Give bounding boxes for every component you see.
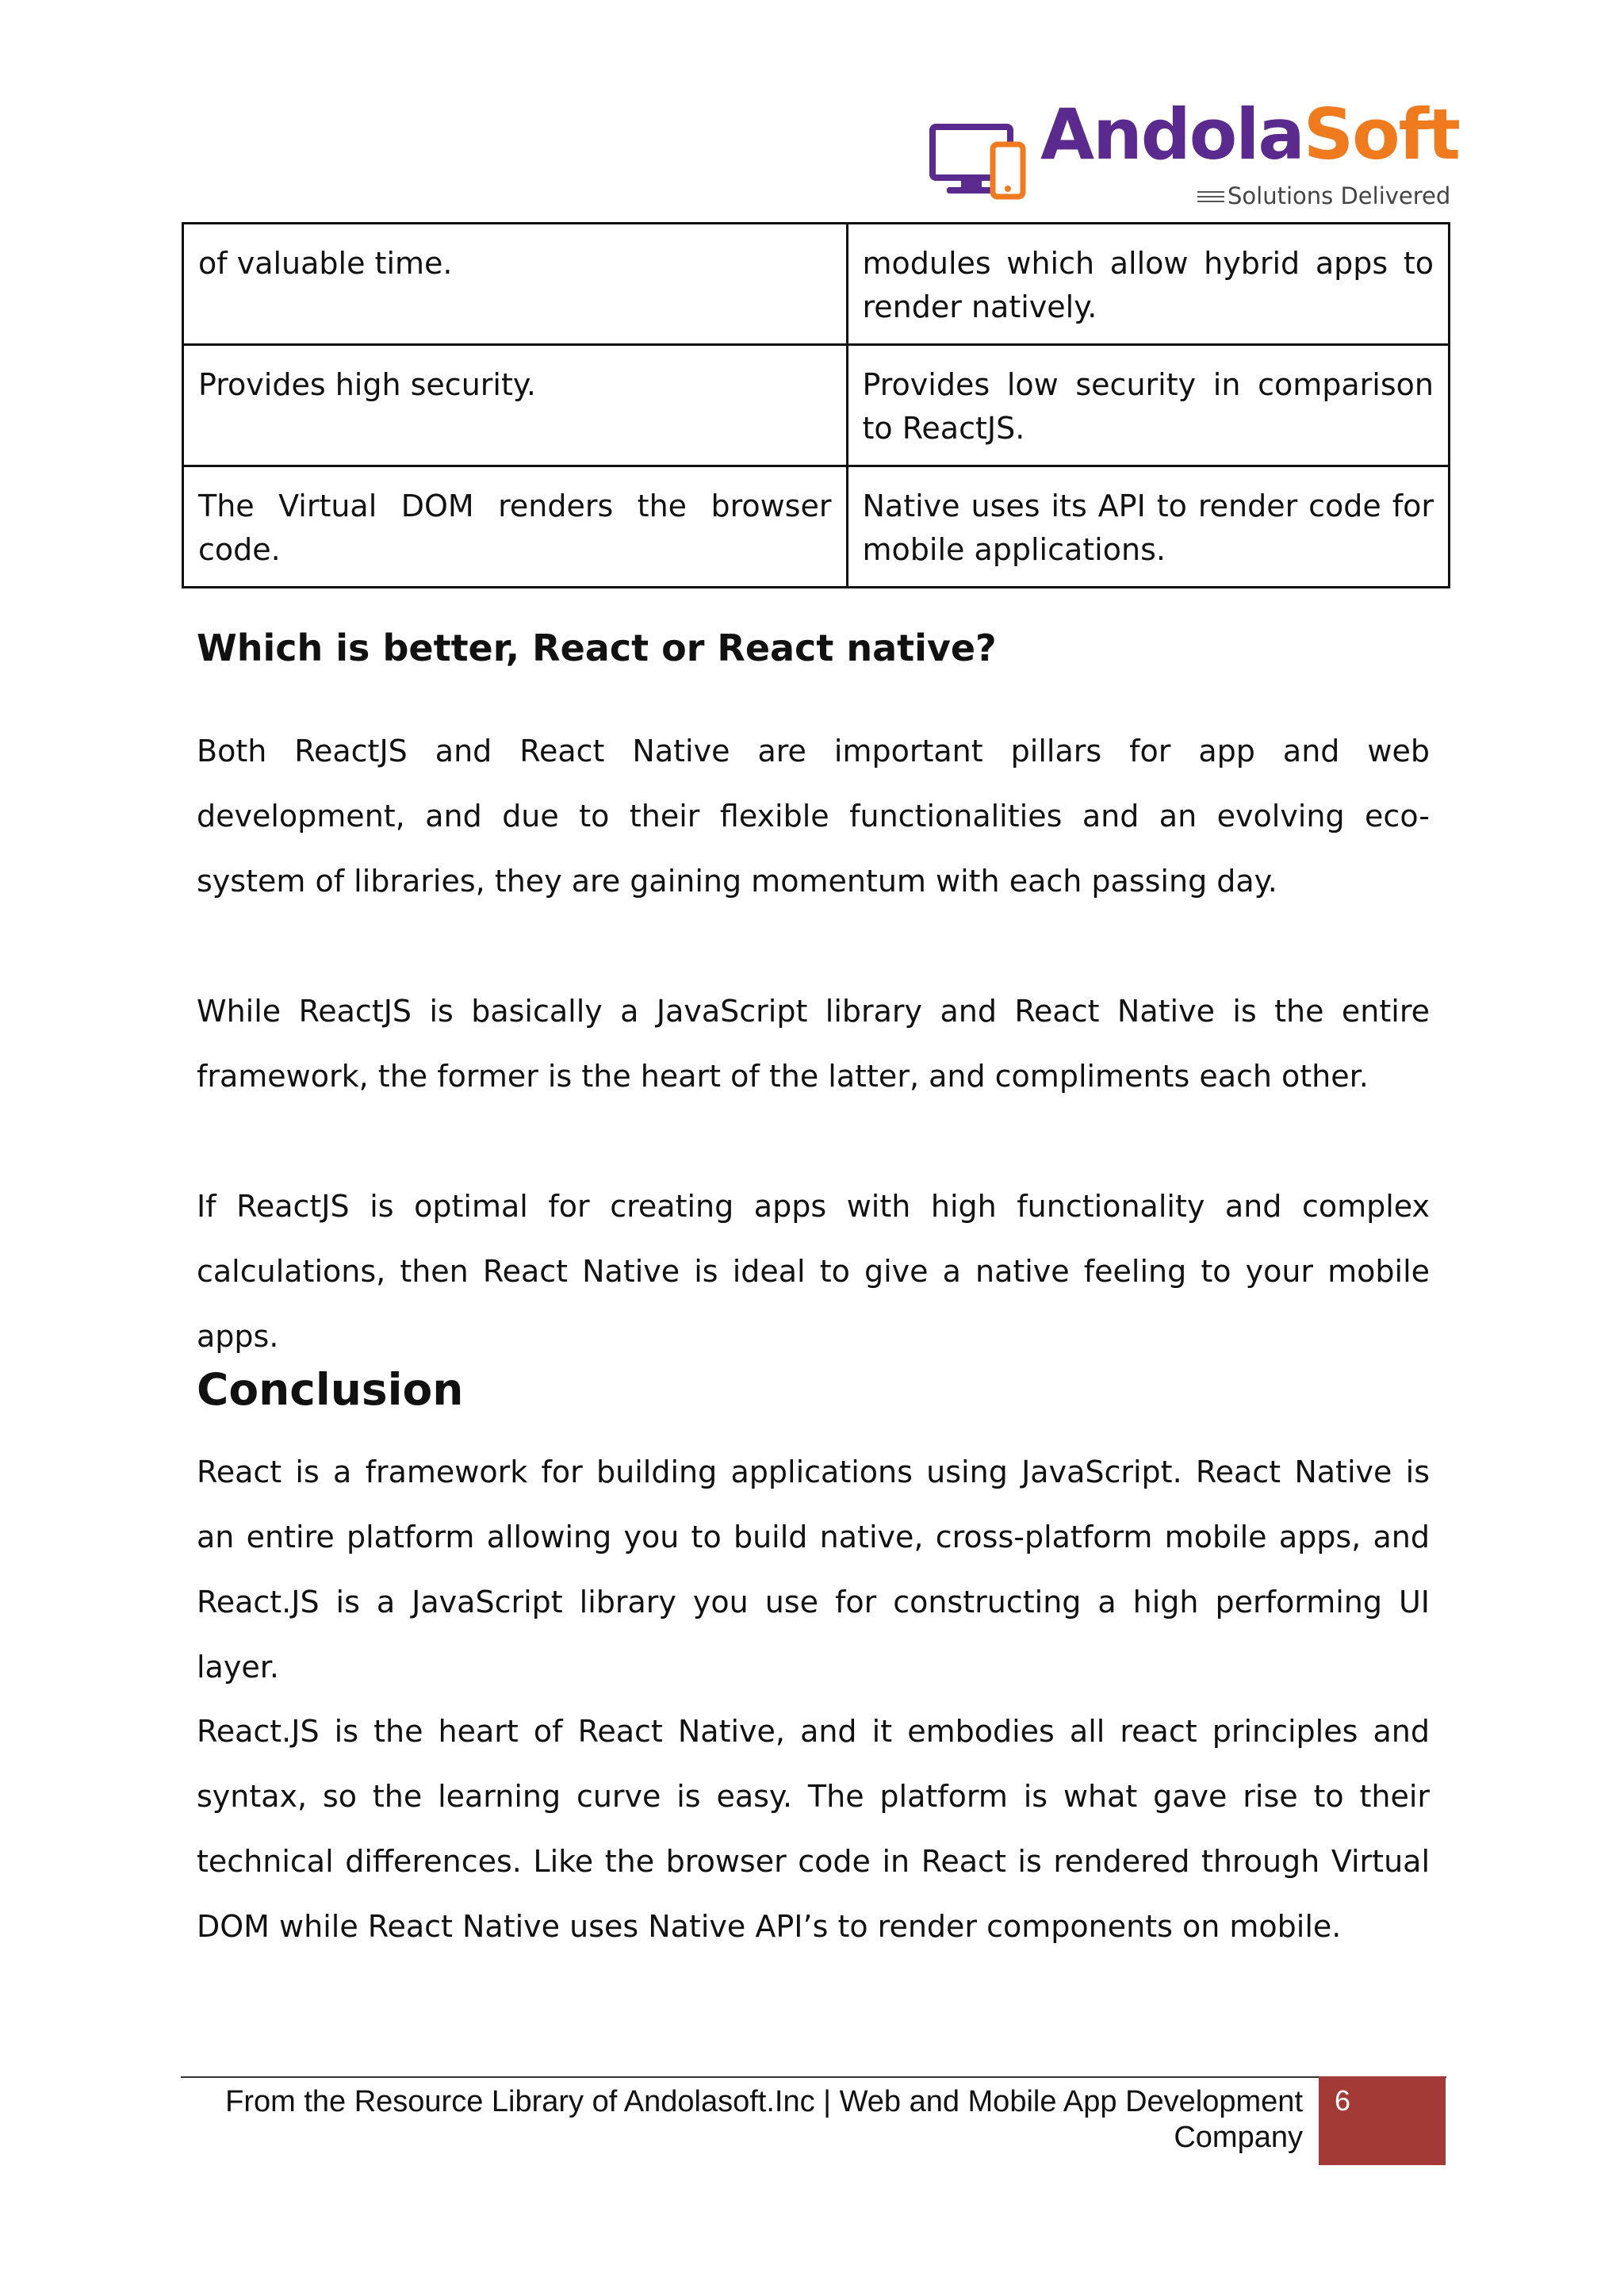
devices-logo-icon: [929, 117, 1032, 205]
table-row: [183, 466, 1450, 588]
andolasoft-logo: [929, 94, 1459, 214]
logo-name-part1: Andola: [1040, 94, 1304, 175]
paragraph: If ReactJS is optimal for creating apps with high functionality and complex calculations, then React Native is ideal to give a native feeling to your mobile apps.: [197, 1189, 1430, 1354]
footer-line-2: Company: [1174, 2121, 1303, 2154]
paragraph: React is a framework for building applications using JavaScript. React Native is an entire platform allowing you to build native, cross-platform mobile apps, and React.JS is a JavaScript library you use for constructing a high performing UI layer.: [197, 1455, 1430, 1685]
section-heading-better: Which is better, React or React native?: [197, 627, 997, 669]
footer-divider: [181, 2076, 1446, 2078]
table-cell: modules which allow hybrid apps to render natively.: [847, 224, 1450, 345]
logo-tagline: [1197, 182, 1450, 209]
page-number: 6: [1335, 2084, 1351, 2117]
tagline-lines-icon: [1197, 191, 1224, 205]
section-heading-conclusion: Conclusion: [197, 1364, 464, 1415]
table-row: [183, 345, 1450, 466]
logo-wordmark: [1040, 94, 1459, 175]
paragraph: Both ReactJS and React Native are important pillars for app and web development, and due to their flexible functionalities and an evolving eco-system of libraries, they are gaining momentum with each passing day.: [197, 734, 1430, 899]
table-cell: The Virtual DOM renders the browser code.: [183, 466, 848, 588]
logo-tagline-text: Solutions Delivered: [1228, 182, 1451, 209]
footer-line-1: From the Resource Library of Andolasoft.Inc | Web and Mobile App Development: [225, 2085, 1303, 2118]
table-cell: Native uses its API to render code for mobile applications.: [847, 466, 1450, 588]
paragraph: React.JS is the heart of React Native, and it embodies all react principles and syntax, so the learning curve is easy. The platform is what gave rise to their technical differences. Like the browser code in React is rendered through Virtual DOM while React Native uses Native API’s to render components on mobile.: [197, 1714, 1430, 1944]
logo-name-part2: Soft: [1303, 94, 1459, 175]
comparison-table: [182, 222, 1450, 588]
table-cell: Provides high security.: [183, 345, 848, 466]
paragraph: While ReactJS is basically a JavaScript library and React Native is the entire framework, the former is the heart of the latter, and compliments each other.: [197, 994, 1430, 1094]
table-cell: of valuable time.: [183, 224, 848, 345]
table-row: [183, 224, 1450, 345]
page-number-badge: [1319, 2076, 1446, 2165]
footer-text: [206, 2084, 1303, 2156]
table-cell: Provides low security in comparison to ReactJS.: [847, 345, 1450, 466]
